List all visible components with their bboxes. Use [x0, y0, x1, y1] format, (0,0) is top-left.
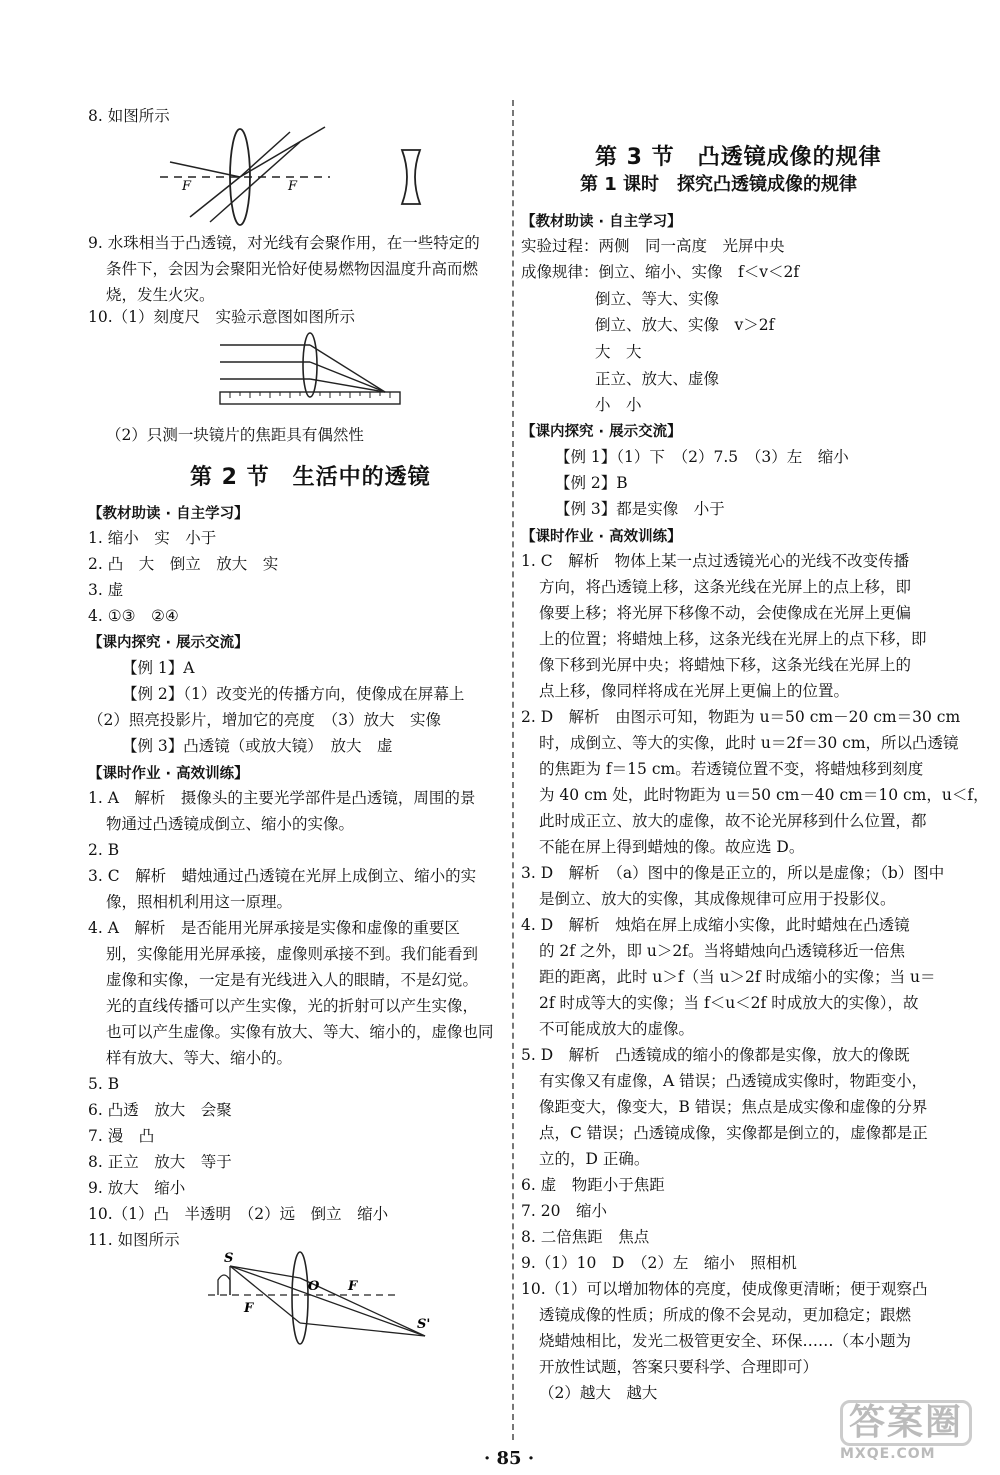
section-header: 【课内探究 · 展示交流】: [521, 424, 682, 440]
answer-line: 2. D 解析 由图示可知，物距为 u＝50 cm－20 cm＝30 cm: [521, 708, 961, 726]
answer-line: 9.（1）10 D （2）左 缩小 照相机: [521, 1254, 797, 1272]
answer-line: 不能在屏上得到蜡烛的像。故应选 D。: [539, 838, 805, 856]
section-header: 【课内探究 · 展示交流】: [88, 635, 249, 651]
section-title-3: 第 3 节 凸透镜成像的规律: [595, 145, 882, 170]
answer-line: 2. 凸 大 倒立 放大 实: [88, 555, 279, 573]
answer-line: 像距变大，像变大，B 错误；焦点是成实像和虚像的分界: [539, 1098, 928, 1116]
example-line: 【例 2】（1）改变光的传播方向，使像成在屏幕上: [122, 685, 465, 703]
answer-line: （2）越大 越大: [539, 1384, 658, 1402]
example-line: 【例 3】凸透镜（或放大镜） 放大 虚: [122, 737, 393, 755]
focal-label: F: [288, 179, 298, 194]
answer-line: 4. D 解析 烛焰在屏上成缩小实像，此时蜡烛在凸透镜: [521, 916, 910, 934]
example-line: 【例 1】A: [122, 659, 195, 677]
answer-line: 2. B: [88, 841, 120, 859]
source-label: S: [224, 1251, 234, 1266]
section-header: 【课时作业 · 高效训练】: [88, 766, 249, 782]
answer-line: 透镜成像的性质；所成的像不会晃动，更加稳定；跟燃: [539, 1306, 912, 1324]
answer-9-line3: 烧，发生火灾。: [106, 286, 215, 304]
answer-line: 3. 虚: [88, 581, 124, 599]
answer-line: 成像规律：倒立、缩小、实像 f＜v＜2f: [521, 263, 800, 281]
answer-line: 物通过凸透镜成倒立、缩小的实像。: [106, 815, 355, 833]
figure-lens-ray-diagram: [150, 122, 450, 232]
watermark-url: MXQE.COM: [840, 1446, 936, 1462]
answer-line: 小 小: [595, 396, 642, 414]
watermark-logo: [840, 1400, 990, 1470]
section-header: 【教材助读 · 自主学习】: [521, 214, 682, 230]
answer-line: 5. B: [88, 1075, 120, 1093]
answer-line: 8. 正立 放大 等于: [88, 1153, 232, 1171]
answer-line: 7. 20 缩小: [521, 1202, 607, 1220]
answer-line: 烧蜡烛相比，发光二极管更安全、环保……（本小题为: [539, 1332, 912, 1350]
section-title-2: 第 2 节 生活中的透镜: [190, 465, 431, 490]
answer-line: 的焦距为 f＝15 cm。若透镜位置不变，将蜡烛移到刻度: [539, 760, 924, 778]
answer-line: 2f 时成等大的实像；当 f＜u＜2f 时成放大的实像），故: [539, 994, 919, 1012]
focal-label: F: [182, 179, 192, 194]
answer-line: 点，C 错误；凸透镜成像，实像都是倒立的，虚像都是正: [539, 1124, 928, 1142]
figure-image-formation: [200, 1248, 440, 1353]
answer-line: 10.（1）可以增加物体的亮度，使成像更清晰；便于观察凸: [521, 1280, 928, 1298]
answer-line: 10.（1）凸 半透明 （2）远 倒立 缩小: [88, 1205, 389, 1223]
answer-10-2: （2）只测一块镜片的焦距具有偶然性: [106, 426, 364, 444]
answer-line: 点上移，像同样将成在光屏上更偏上的位置。: [539, 682, 850, 700]
answer-line: 时，成倒立、等大的实像，此时 u＝2f＝30 cm，所以凸透镜: [539, 734, 959, 752]
answer-line: 样有放大、等大、缩小的。: [106, 1049, 293, 1067]
answer-line: 8. 二倍焦距 焦点: [521, 1228, 650, 1246]
watermark-text: 答案圈: [840, 1400, 972, 1446]
answer-line: 不可能成放大的虚像。: [539, 1020, 695, 1038]
answer-line: 是倒立、放大的实像，其成像规律可应用于投影仪。: [539, 890, 896, 908]
answer-line: 别，实像能用光屏承接，虚像则承接不到。我们能看到: [106, 945, 479, 963]
answer-line: 1. A 解析 摄像头的主要光学部件是凸透镜，周围的景: [88, 789, 476, 807]
answer-line: 立的，D 正确。: [539, 1150, 650, 1168]
answer-line: 7. 漫 凸: [88, 1127, 155, 1145]
answer-line: 光的直线传播可以产生实像，光的折射可以产生实像，: [106, 997, 479, 1015]
answer-line: 大 大: [595, 343, 642, 361]
answer-line: 也可以产生虚像。实像有放大、等大、缩小的，虚像也同: [106, 1023, 494, 1041]
figure-focal-measure: [210, 330, 410, 415]
answer-line: 距的距离，此时 u＞f（当 u＞2f 时成缩小的实像；当 u＝: [539, 968, 936, 986]
answer-line: 4. A 解析 是否能用光屏承接是实像和虚像的重要区: [88, 919, 460, 937]
page-number: · 85 ·: [484, 1448, 535, 1469]
example-line: 【例 1】（1）下 （2）7.5 （3）左 缩小: [555, 448, 849, 466]
answer-line: 上的位置；将蜡烛上移，这条光线在光屏上的点下移，即: [539, 630, 927, 648]
answer-line: 正立、放大、虚像: [595, 370, 720, 388]
answer-8: 8. 如图所示: [88, 107, 170, 125]
column-divider: [512, 100, 514, 1440]
section-header: 【教材助读 · 自主学习】: [88, 506, 249, 522]
example-line: （2）照亮投影片，增加它的亮度 （3）放大 实像: [88, 711, 441, 729]
answer-line: 6. 凸透 放大 会聚: [88, 1101, 232, 1119]
answer-9-line2: 条件下，会因为会聚阳光恰好使易燃物因温度升高而燃: [106, 260, 479, 278]
example-line: 【例 2】B: [555, 474, 628, 492]
answer-10: 10.（1）刻度尺 实验示意图如图所示: [88, 308, 356, 326]
lesson-title: 第 1 课时 探究凸透镜成像的规律: [580, 174, 858, 195]
answer-line: 方向，将凸透镜上移，这条光线在光屏上的点上移，即: [539, 578, 912, 596]
answer-line: 此时成正立、放大的虚像，故不论光屏移到什么位置，都: [539, 812, 927, 830]
section-header: 【课时作业 · 高效训练】: [521, 529, 682, 545]
answer-line: 9. 放大 缩小: [88, 1179, 186, 1197]
answer-line: 有实像又有虚像，A 错误；凸透镜成实像时，物距变小，: [539, 1072, 928, 1090]
answer-line: 11. 如图所示: [88, 1231, 180, 1249]
answer-line: 开放性试题，答案只要科学、合理即可）: [539, 1358, 819, 1376]
answer-line: 像，照相机利用这一原理。: [106, 893, 293, 911]
answer-line: 倒立、等大、实像: [595, 290, 720, 308]
answer-line: 倒立、放大、实像 v＞2f: [595, 316, 775, 334]
answer-line: 虚像和实像，一定是有光线进入人的眼睛，不是幻觉。: [106, 971, 479, 989]
answer-line: 1. C 解析 物体上某一点过透镜光心的光线不改变传播: [521, 552, 910, 570]
answer-9-line1: 9. 水珠相当于凸透镜，对光线有会聚作用，在一些特定的: [88, 234, 480, 252]
answer-line: 1. 缩小 实 小于: [88, 529, 217, 547]
focal-label: F: [348, 1279, 358, 1294]
focal-label: F: [244, 1301, 254, 1316]
answer-line: 的 2f 之外，即 u＞2f。当将蜡烛向凸透镜移近一倍焦: [539, 942, 905, 960]
answer-line: 像下移到光屏中央；将蜡烛下移，这条光线在光屏上的: [539, 656, 912, 674]
answer-line: 实验过程：两侧 同一高度 光屏中央: [521, 237, 785, 255]
answer-line: 3. C 解析 蜡烛通过凸透镜在光屏上成倒立、缩小的实: [88, 867, 477, 885]
answer-line: 4. ①③ ②④: [88, 607, 179, 625]
answer-line: 3. D 解析 （a）图中的像是正立的，所以是虚像；（b）图中: [521, 864, 945, 882]
answer-line: 像要上移；将光屏下移像不动，会使像成在光屏上更偏: [539, 604, 912, 622]
example-line: 【例 3】都是实像 小于: [555, 500, 725, 518]
answer-line: 为 40 cm 处，此时物距为 u＝50 cm－40 cm＝10 cm，u＜f，: [539, 786, 989, 804]
optical-center-label: O: [308, 1279, 320, 1294]
image-label: S': [417, 1317, 431, 1332]
answer-line: 5. D 解析 凸透镜成的缩小的像都是实像，放大的像既: [521, 1046, 910, 1064]
answer-line: 6. 虚 物距小于焦距: [521, 1176, 665, 1194]
